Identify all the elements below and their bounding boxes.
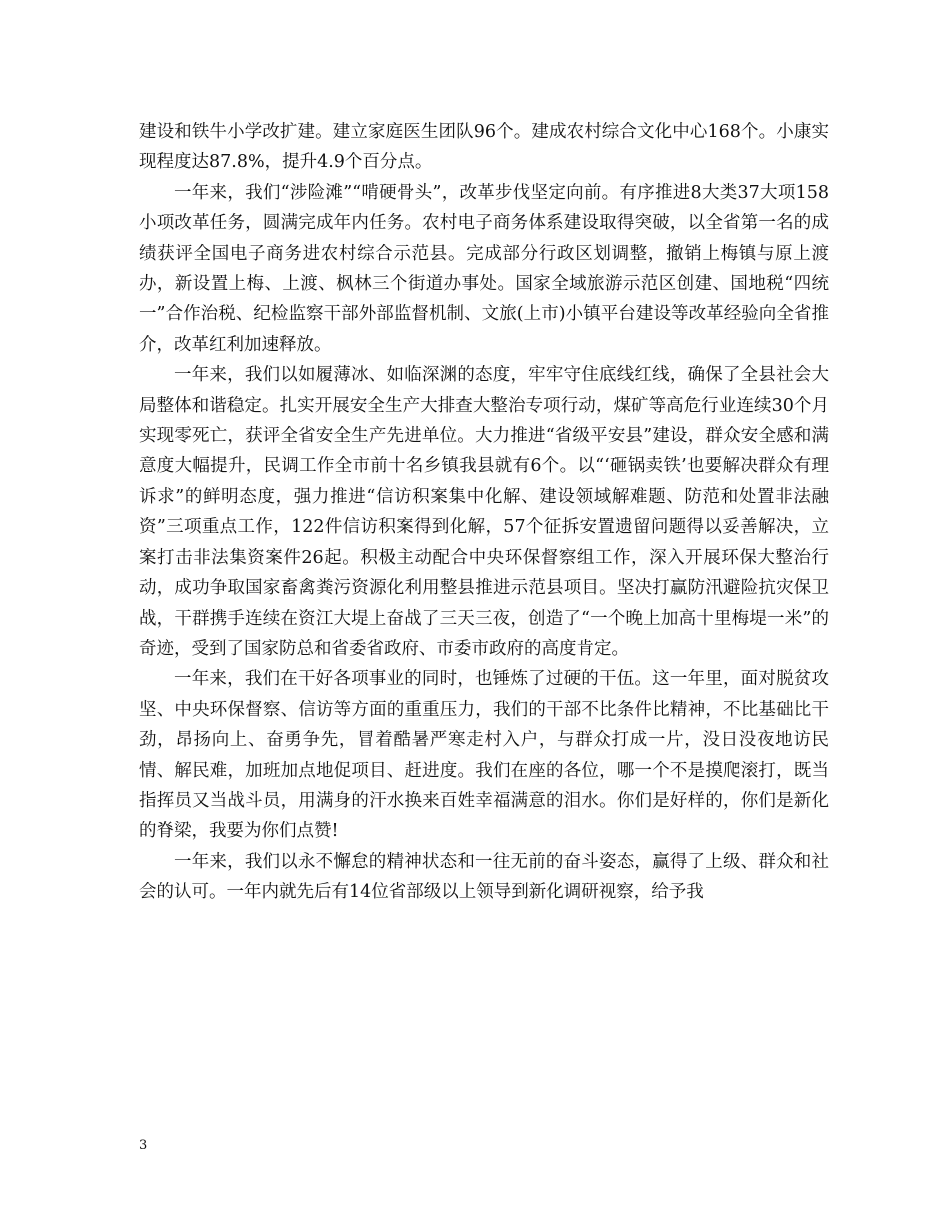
paragraph-recognition: 一年来，我们以永不懈怠的精神状态和一往无前的奋斗姿态，赢得了上级、群众和社会的认可。一年内就先后有14位省部级以上领导到新化调研视察，给予我 bbox=[139, 851, 829, 903]
paragraph-continued: 建设和铁牛小学改扩建。建立家庭医生团队96个。建成农村综合文化中心168个。小康实现程度达87.8%，提升4.9个百分点。 bbox=[139, 122, 829, 173]
paragraph-reform: 一年来，我们“涉险滩”“啃硬骨头”，改革步伐坚定向前。有序推进8大类37大项158小项改革任务，圆满完成年内任务。农村电子商务体系建设取得突破，以全省第一名的成绩获评全国电子商务进农村综合示范县。完成部分行政区划调整，撤销上梅镇与原上渡办，新设置上梅、上渡、枫林三个街道办事处。国家全域旅游示范区创建、国地税“四统一”合作治税、纪检监察干部外部监督机制、文旅(上市)小镇平台建设等改革经验向全省推介，改革红利加速释放。 bbox=[139, 182, 829, 355]
document-body bbox=[139, 117, 829, 908]
paragraph-stability: 一年来，我们以如履薄冰、如临深渊的态度，牢牢守住底线红线，确保了全县社会大局整体和谐稳定。扎实开展安全生产大排查大整治专项行动，煤矿等高危行业连续30个月实现零死亡，获评全省安全生产先进单位。大力推进“省级平安县”建设，群众安全感和满意度大幅提升，民调工作全市前十名乡镇我县就有6个。以“‘砸锅卖铁’也要解决群众有理诉求”的鲜明态度，强力推进“信访积案集中化解、建设领域解难题、防范和处置非法融资”三项重点工作，122件信访积案得到化解，57个征拆安置遗留问题得以妥善解决，立案打击非法集资案件26起。积极主动配合中央环保督察组工作，深入开展环保大整治行动，成功争取国家畜禽粪污资源化利用整县推进示范县项目。坚决打赢防汛避险抗灾保卫战，干群携手连续在资江大堤上奋战了三天三夜，创造了“一个晚上加高十里梅堤一米”的奇迹，受到了国家防总和省委省政府、市委市政府的高度肯定。 bbox=[139, 365, 829, 659]
page-number: 3 bbox=[139, 1138, 148, 1153]
paragraph-cadres: 一年来，我们在干好各项事业的同时，也锤炼了过硬的干伍。这一年里，面对脱贫攻坚、中央环保督察、信访等方面的重重压力，我们的干部不比条件比精神，不比基础比干劲，昂扬向上、奋勇争先，冒着酷暑严寒走村入户，与群众打成一片，没日没夜地访民情、解民难，加班加点地促项目、赶进度。我们在座的各位，哪一个不是摸爬滚打，既当指挥员又当战斗员，用满身的汗水换来百姓幸福满意的泪水。你们是好样的，你们是新化的脊梁，我要为你们点赞! bbox=[139, 669, 829, 842]
